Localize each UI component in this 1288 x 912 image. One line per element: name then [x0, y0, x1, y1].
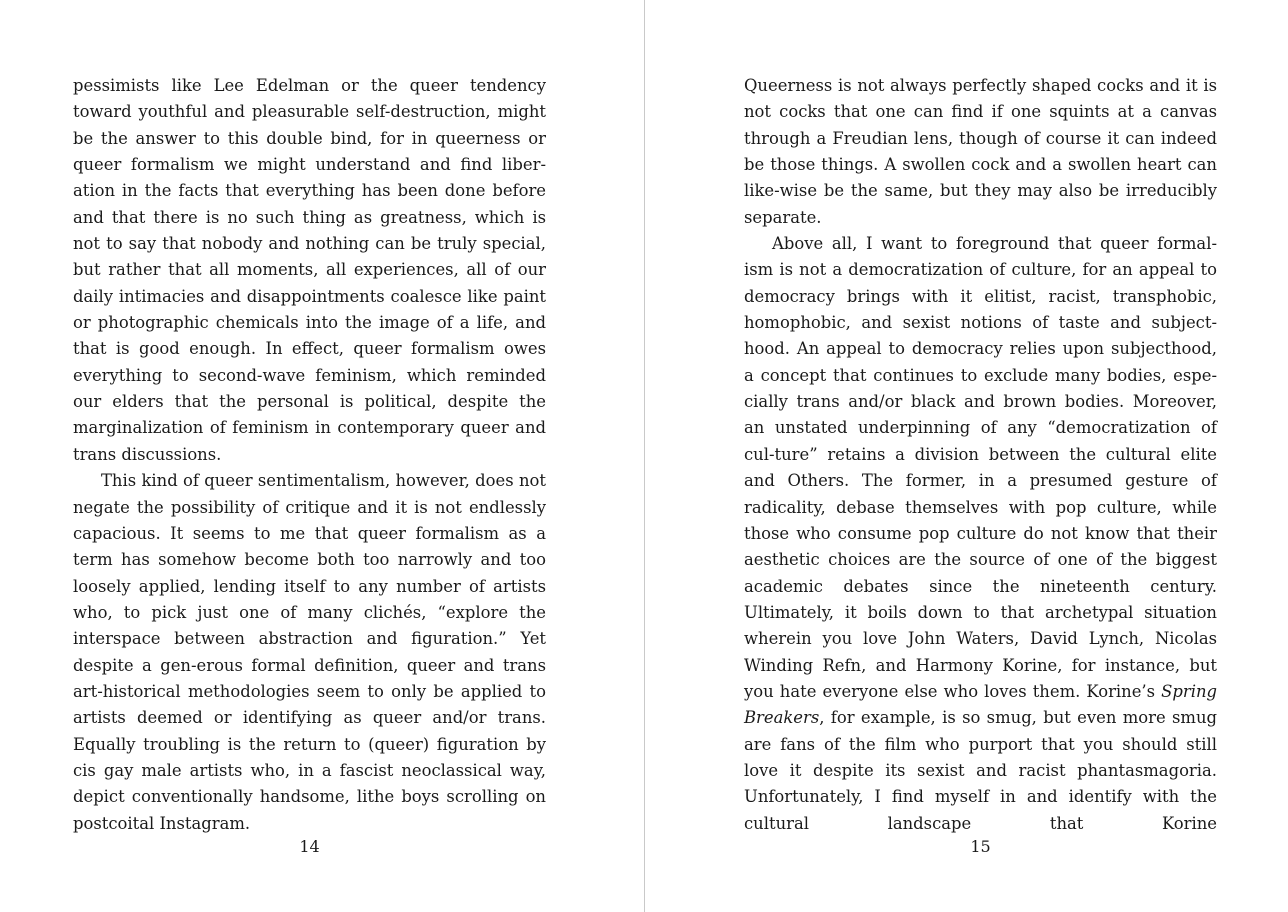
page-gutter [644, 0, 645, 912]
left-page [73, 73, 546, 837]
page-number-left: 14 [299, 837, 320, 856]
left-paragraph-2: This kind of queer sentimentalism, however, does not negate the possibility of critique and it is not endlessly capacious. It seems to me that queer formalism as a term has somehow become both too narrowly and too loosely applied, lending itself to any number of artists who, to pick just one of many clichés, “explore the interspace between abstraction and figuration.” Yet despite a gen-erous formal definition, queer and trans art-historical methodologies seem to only be applied to artists deemed or identifying as queer and/or trans. Equally troubling is the return to (queer) figuration by cis gay male artists who, in a fascist neoclassical way, depict conventionally handsome, lithe boys scrolling on postcoital Instagram. [73, 471, 546, 833]
right-page [744, 73, 1217, 837]
left-paragraph-1: pessimists like Lee Edelman or the queer tendency toward youthful and pleasurable self-destruction, might be the answer to this double bind, for in queerness or queer formalism we might understand and find liber-ation in the facts that everything has been done before and that there is no such thing as greatness, which is not to say that nobody and nothing can be truly special, but rather that all moments, all experiences, all of our daily intimacies and disappointments coalesce like paint or photographic chemicals into the image of a life, and that is good enough. In effect, queer formalism owes everything to second-wave feminism, which reminded our elders that the personal is political, despite the marginalization of feminism in contemporary queer and trans discussions. [73, 76, 546, 464]
right-paragraph-2-text-a: Above all, I want to foreground that queer formal-ism is not a democratization of culture, for an appeal to democracy brings with it elitist, racist, transphobic, homophobic, and sexist notions of taste and subject-hood. An appeal to democracy relies upon subjecthood, a concept that continues to exclude many bodies, espe-cially trans and/or black and brown bodies. Moreover, an unstated underpinning of any “democratization of cul-ture” retains a division between the cultural elite and Others. The former, in a presumed gesture of radicality, debase themselves with pop culture, while those who consume pop culture do not know that their aesthetic choices are the source of one of the biggest academic debates since the nineteenth century. Ultimately, it boils down to that archetypal situation wherein you love John Waters, David Lynch, Nicolas Winding Refn, and Harmony Korine, for instance, but you hate everyone else who loves them. Korine’s [744, 234, 1217, 701]
right-paragraph-2 [744, 231, 1217, 837]
right-paragraph-1: Queerness is not always perfectly shaped cocks and it is not cocks that one can find if one squints at a canvas through a Freudian lens, though of course it can indeed be those things. A swollen cock and a swollen heart can like-wise be the same, but they may also be irreducibly separate. [744, 76, 1217, 227]
page-number-right: 15 [970, 837, 991, 856]
right-paragraph-2-text-b: , for example, is so smug, but even more smug are fans of the film who purport that you should still love it despite its sexist and racist phantasmagoria. Unfortunately, I find myself in and identify with the cultural landscape that Korine [744, 708, 1217, 833]
film-title: Spring Breakers [744, 681, 1217, 728]
